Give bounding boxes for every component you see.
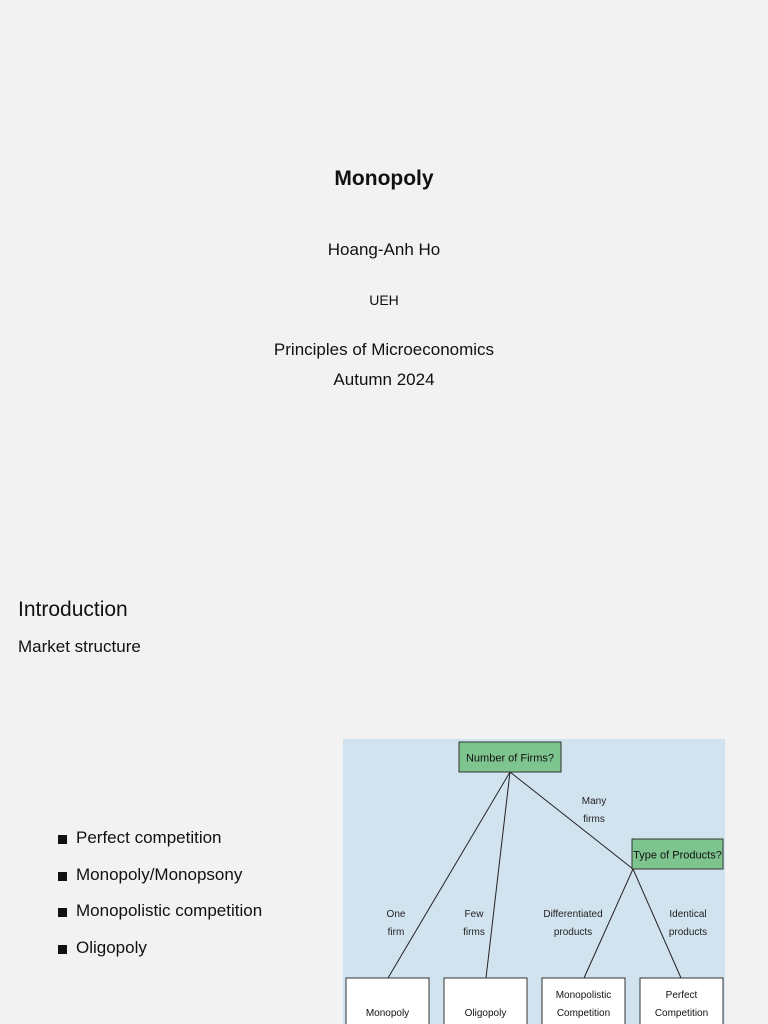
list-item [58, 938, 262, 975]
edge-label-differentiated: Differentiated [543, 909, 603, 920]
edge-label-few: Few [464, 909, 484, 920]
market-structure-diagram [343, 739, 725, 1024]
number-of-firms-label: Number of Firms? [465, 752, 555, 765]
list-item-label: Monopolistic competition [76, 901, 263, 920]
introduction-slide [0, 540, 768, 1024]
leaf-monopolistic-label: Competition [556, 1008, 611, 1019]
list-item [58, 901, 262, 938]
leaf-perfect-label: Competition [654, 1008, 709, 1019]
list-item-label: Perfect competition [76, 828, 222, 847]
bullet-square-icon [58, 908, 67, 917]
edge-label-identical: Identical [669, 909, 707, 920]
list-item-label: Oligopoly [76, 937, 147, 957]
term: Autumn 2024 [333, 370, 435, 389]
leaf-monopoly-label: Monopoly [365, 1008, 410, 1019]
edge-label-one: firm [387, 927, 405, 938]
leaf-oligopoly-label: Oligopoly [464, 1008, 507, 1019]
list-item-label: Monopoly/Monopsony [76, 864, 243, 884]
edge-label-many: Many [581, 796, 607, 807]
list-item [58, 828, 262, 865]
bullet-square-icon [58, 872, 67, 881]
edge-label-many: firms [583, 814, 605, 825]
leaf-monopolistic-label: Monopolistic [555, 990, 612, 1001]
market-structure-list [58, 828, 262, 974]
edge-label-identical: products [668, 927, 708, 938]
type-of-products-label: Type of Products? [633, 849, 722, 862]
bullet-square-icon [58, 835, 67, 844]
bullet-square-icon [58, 945, 67, 954]
author-name: Hoang-Anh Ho [327, 240, 441, 259]
section-heading: Introduction [18, 598, 128, 621]
leaf-perfect-label: Perfect [665, 990, 698, 1001]
edge-label-few: firms [463, 927, 485, 938]
list-item [58, 865, 262, 902]
edge-label-differentiated: products [553, 927, 593, 938]
course-name: Principles of Microeconomics [273, 340, 495, 359]
edge-label-one: One [386, 909, 406, 920]
decision-tree-svg [343, 739, 725, 1024]
section-subheading: Market structure [18, 637, 141, 656]
institution: UEH [369, 292, 399, 308]
slide-title: Monopoly [334, 167, 434, 190]
